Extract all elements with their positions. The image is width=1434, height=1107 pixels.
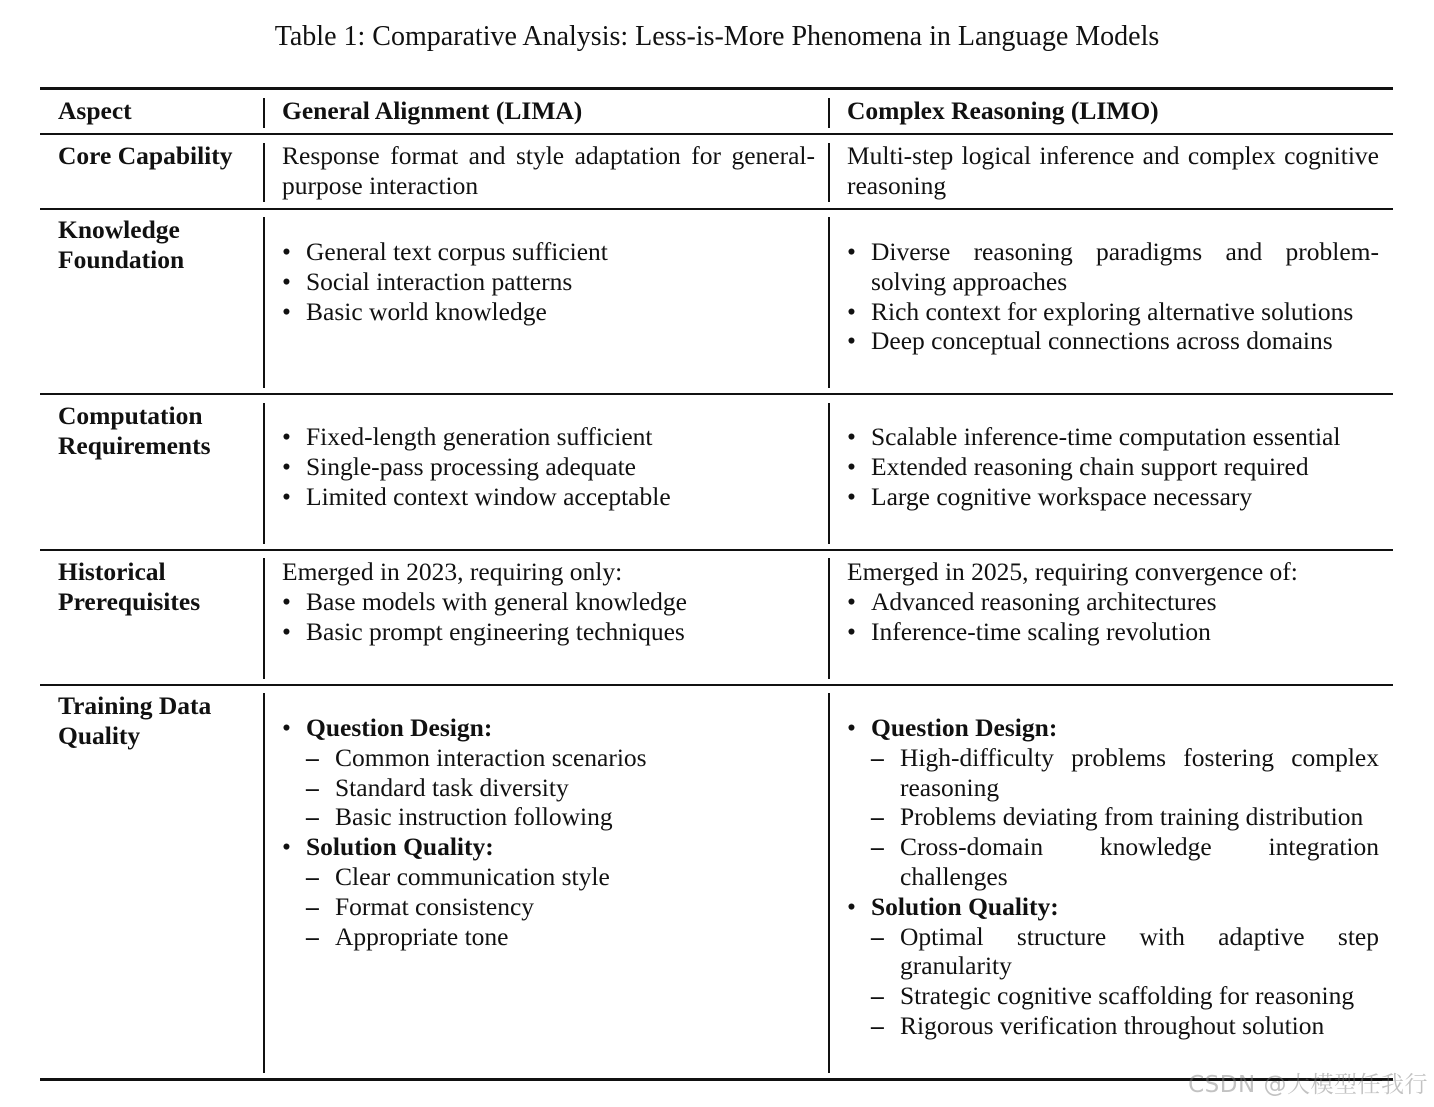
aspect-knowledge-foundation: Knowledge Foundation (58, 215, 185, 274)
limo-training-data-quality (847, 713, 1379, 1041)
list-item: – Common interaction scenarios (306, 743, 815, 773)
list-item: • General text corpus sufficient (282, 237, 815, 267)
list-item: – Appropriate tone (306, 922, 815, 952)
list-item: • Advanced reasoning architectures (847, 587, 1379, 617)
limo-computation-requirements (847, 422, 1379, 511)
list-item: • Diverse reasoning paradigms and problem-solving approaches (847, 237, 1379, 297)
list-item: • Basic world knowledge (282, 297, 815, 327)
list-item: • Extended reasoning chain support required (847, 452, 1379, 482)
row-divider (40, 684, 1393, 686)
header-limo: Complex Reasoning (LIMO) (847, 96, 1159, 125)
list-item: • Large cognitive workspace necessary (847, 482, 1379, 512)
watermark: CSDN @大模型任我行 (1188, 1072, 1428, 1098)
lima-knowledge-foundation (282, 237, 815, 326)
aspect-historical-prerequisites: Historical Prerequisites (58, 557, 201, 616)
limo-knowledge-foundation (847, 237, 1379, 356)
list-item: • Deep conceptual connections across domains (847, 326, 1379, 356)
solution-quality-label: Solution Quality: (871, 891, 1059, 921)
column-separator (828, 403, 830, 544)
aspect-training-data-quality: Training Data Quality (58, 691, 212, 750)
solution-quality-label: Solution Quality: (306, 832, 494, 862)
table-caption: Table 1: Comparative Analysis: Less-is-More Phenomena in Language Models (274, 21, 1160, 52)
column-separator (828, 217, 830, 388)
list-item (847, 892, 1379, 1041)
list-item (282, 713, 815, 832)
column-separator (263, 693, 265, 1073)
column-separator (263, 558, 265, 679)
lima-historical-prerequisites (282, 557, 815, 646)
row-divider (40, 208, 1393, 210)
list-item: • Single-pass processing adequate (282, 452, 815, 482)
list-item: • Base models with general knowledge (282, 587, 815, 617)
aspect-computation-requirements: Computation Requirements (58, 401, 211, 460)
row-divider (40, 549, 1393, 551)
column-separator (263, 98, 265, 128)
limo-core-capability: Multi-step logical inference and complex cognitive reasoning (847, 141, 1379, 200)
top-rule (40, 87, 1393, 90)
lima-core-capability: Response format and style adaptation for general-purpose interaction (282, 141, 815, 200)
column-separator (263, 217, 265, 388)
list-item: – Clear communication style (306, 862, 815, 892)
lima-training-data-quality (282, 713, 815, 951)
list-item: • Rich context for exploring alternative solutions (847, 297, 1379, 327)
list-item: – Standard task diversity (306, 773, 815, 803)
list-item: – High-difficulty problems fostering complex reasoning (871, 743, 1379, 803)
limo-historical-intro: Emerged in 2025, requiring convergence of: (847, 557, 1298, 586)
list-item: • Basic prompt engineering techniques (282, 617, 815, 647)
list-item: – Optimal structure with adaptive step granularity (871, 922, 1379, 982)
column-separator (828, 98, 830, 128)
column-separator (828, 558, 830, 679)
list-item: • Scalable inference-time computation essential (847, 422, 1379, 452)
aspect-core-capability: Core Capability (58, 141, 233, 170)
list-item: – Rigorous verification throughout solution (871, 1011, 1379, 1041)
list-item: – Problems deviating from training distribution (871, 802, 1379, 832)
header-aspect: Aspect (58, 96, 132, 125)
list-item: • Limited context window acceptable (282, 482, 815, 512)
lima-historical-intro: Emerged in 2023, requiring only: (282, 557, 623, 586)
limo-historical-prerequisites (847, 557, 1379, 646)
column-separator (828, 143, 830, 202)
list-item: – Cross-domain knowledge integration challenges (871, 832, 1379, 892)
row-divider (40, 393, 1393, 395)
list-item: – Strategic cognitive scaffolding for reasoning (871, 981, 1379, 1011)
list-item: – Format consistency (306, 892, 815, 922)
column-separator (828, 693, 830, 1073)
list-item: • Social interaction patterns (282, 267, 815, 297)
lima-computation-requirements (282, 422, 815, 511)
question-design-label: Question Design: (871, 713, 1058, 742)
list-item (847, 713, 1379, 892)
question-design-label: Question Design: (306, 713, 493, 742)
column-separator (263, 143, 265, 202)
header-lima: General Alignment (LIMA) (282, 96, 583, 125)
header-rule (40, 133, 1393, 135)
list-item: • Fixed-length generation sufficient (282, 422, 815, 452)
list-item (282, 832, 815, 951)
column-separator (263, 403, 265, 544)
list-item: – Basic instruction following (306, 802, 815, 832)
list-item: • Inference-time scaling revolution (847, 617, 1379, 647)
